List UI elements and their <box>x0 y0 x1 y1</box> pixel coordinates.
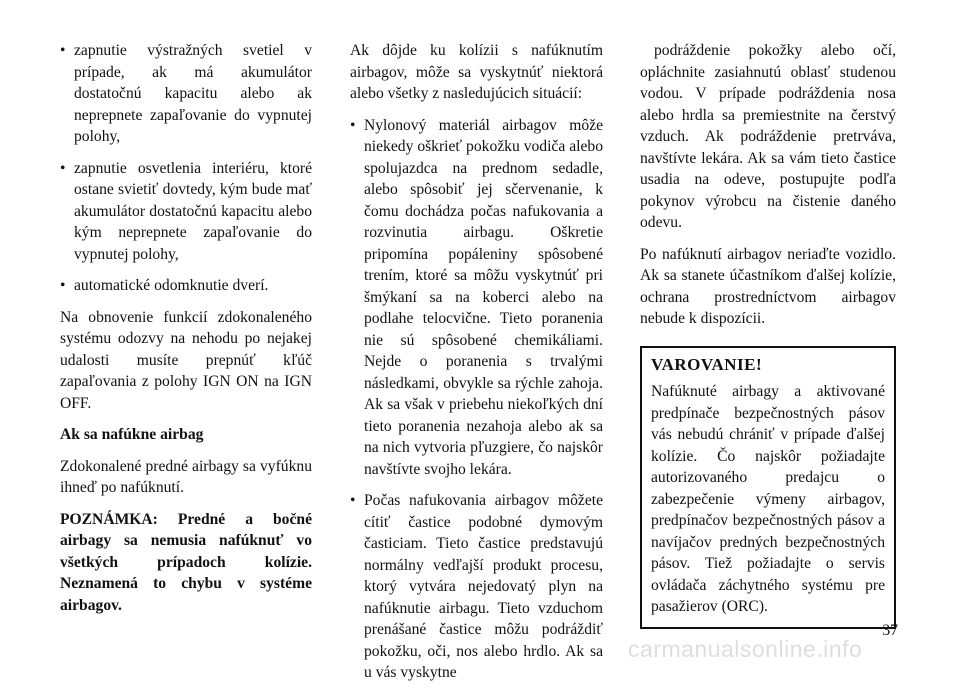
warning-box <box>640 346 896 629</box>
warning-title: VAROVANIE! <box>651 354 763 374</box>
list-item: • Počas nafukovania airbagov môžete cítiť častice podobné dymovým časticiam. Tieto častice predstavujú normálny vedľajší produkt procesu, ktorý vytvára nejedovatý plyn na nafúknutie airbagu. Tieto vzduchom prenášané častice môžu podráždiť pokožku, oči, nos alebo hrdlo. Ak sa u vás vyskytne <box>350 490 603 684</box>
list-item: • zapnutie osvetlenia interiéru, ktoré ostane svietiť dovtedy, kým bude mať akumulátor dostatočnú kapacitu alebo kým neprepnete zapaľovanie do vypnutej polohy, <box>60 158 312 266</box>
list-item: • Nylonový materiál airbagov môže niekedy oškrieť pokožku vodiča alebo spolujazdca na prednom sedadle, alebo spôsobiť jej sčervenanie, k čomu dochádza počas nafukovania a rozvinutia airbagu. Oškretie pripomína popáleniny spôsobené trením, ktoré sa môžu vyskytnúť pri šmýkaní sa na koberci alebo na podlahe telocvične. Tieto poranenia nie sú spôsobené chemikáliami. Nejde o poranenia s trvalými následkami, obvykle sa rýchle zahoja. Ak sa však v priebehu niekoľkých dní tieto poranenia nezahoja alebo ak sa na nich vytvoria pľuzgiere, čo najskôr navštívte svojho lekára. <box>350 115 603 481</box>
middle-column <box>350 40 603 694</box>
situation-list <box>350 115 603 684</box>
continued-paragraph: podráždenie pokožky alebo očí, opláchnite zasiahnutú oblasť studenou vodou. V prípade podráždenia nosa alebo hrdla sa premiestnite na čerstvý vzduch. Ak podráždenie pretrváva, navštívte lekára. Ak sa vám tieto častice usadia na odeve, postupujte podľa pokynov výrobcu na čistenie daného odevu. <box>640 42 896 231</box>
warning-text: Nafúknuté airbagy a aktivované predpínače bezpečnostných pásov vás nebudú chrániť v prípade ďalšej kolízie. Čo najskôr požiadajte autorizovaného predajcu o zabezpečenie výmeny airbagov, predpínačov bezpečnostných pásov a navíjačov predných bezpečnostných pásov. Tiež požiadajte o servis ovládača záchytného systému pre pasažierov (ORC). <box>651 383 885 615</box>
feature-list <box>60 40 312 297</box>
page-number: 37 <box>882 622 898 639</box>
list-item: • zapnutie výstražných svetiel v prípade, ak má akumulátor dostatočnú kapacitu alebo ak neprepnete zapaľovanie do vypnutej polohy, <box>60 40 312 148</box>
section-heading: Ak sa nafúkne airbag <box>60 426 204 443</box>
watermark: carmanualsonline.info <box>628 636 863 662</box>
deflate-paragraph: Zdokonalené predné airbagy sa vyfúknu ihneď po nafúknutí. <box>60 457 312 496</box>
no-driving-paragraph: Po nafúknutí airbagov neriaďte vozidlo. Ak sa stanete účastníkom ďalšej kolízie, ochrana prostredníctvom airbagov nebude k dispozícii. <box>640 245 896 327</box>
left-column <box>60 40 312 626</box>
list-item: • automatické odomknutie dverí. <box>60 275 312 297</box>
right-column <box>640 40 896 629</box>
intro-paragraph: Ak dôjde ku kolízii s nafúknutím airbagov, môže sa vyskytnúť niektorá alebo všetky z nasledujúcich situácií: <box>350 42 603 102</box>
reset-paragraph: Na obnovenie funkcií zdokonaleného systému odozvy na nehodu po nejakej udalosti musíte prepnúť kľúč zapaľovania z polohy IGN ON na IGN OFF. <box>60 308 312 412</box>
note-paragraph: POZNÁMKA: Predné a bočné airbagy sa nemusia nafúknuť vo všetkých prípadoch kolízie. Neznamená to chybu v systéme airbagov. <box>60 510 312 614</box>
